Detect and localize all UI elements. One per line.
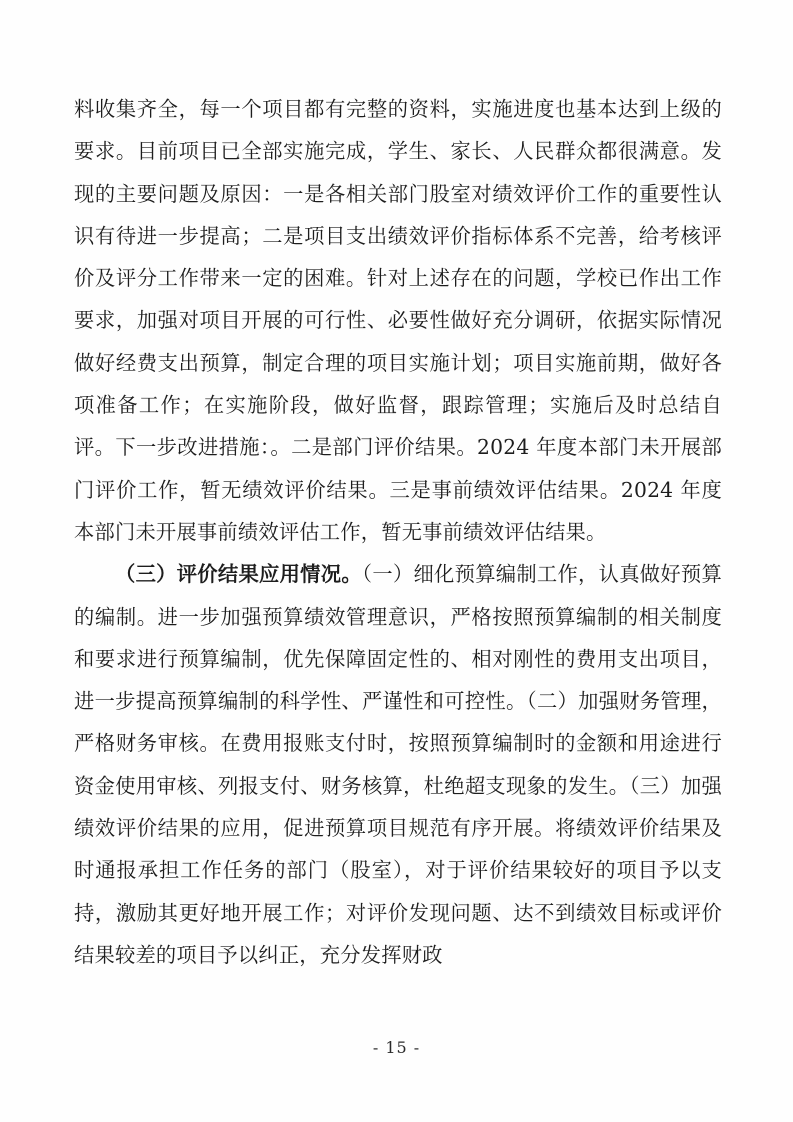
- section-body: （一）细化预算编制工作，认真做好预算的编制。进一步加强预算绩效管理意识，严格按照预算编制的相关制度和要求进行预算编制，优先保障固定性的、相对刚性的费用支出项目，进一步提高预算编制的科学性、严谨性和可控性。（二）加强财务管理，严格财务审核。在费用报账支付时，按照预算编制时的金额和用途进行资金使用审核、列报支付、财务核算，杜绝超支现象的发生。（三）加强绩效评价结果的应用，促进预算项目规范有序开展。将绩效评价结果及时通报承担工作任务的部门（股室），对于评价结果较好的项目予以支持，激励其更好地开展工作；对评价发现问题、达不到绩效目标或评价结果较差的项目予以纠正，充分发挥财政: [74, 562, 722, 967]
- section-heading: （三）评价结果应用情况。: [115, 562, 362, 587]
- paragraph-continuation: 料收集齐全，每一个项目都有完整的资料，实施进度也基本达到上级的要求。目前项目已全部实施完成，学生、家长、人民群众都很满意。发现的主要问题及原因：一是各相关部门股室对绩效评价工作的重要性认识有待进一步提高；二是项目支出绩效评价指标体系不完善，给考核评价及评分工作带来一定的困难。针对上述存在的问题，学校已作出工作要求，加强对项目开展的可行性、必要性做好充分调研，依据实际情况做好经费支出预算，制定合理的项目实施计划；项目实施前期，做好各项准备工作；在实施阶段，做好监督，跟踪管理；实施后及时总结自评。下一步改进措施：。二是部门评价结果。2024 年度本部门未开展部门评价工作，暂无绩效评价结果。三是事前绩效评估结果。2024 年度本部门未开展事前绩效评估工作，暂无事前绩效评估结果。: [74, 97, 722, 544]
- page-content: [74, 88, 722, 976]
- section-paragraph: [74, 553, 722, 976]
- page-number-footer: - 15 -: [372, 1038, 421, 1057]
